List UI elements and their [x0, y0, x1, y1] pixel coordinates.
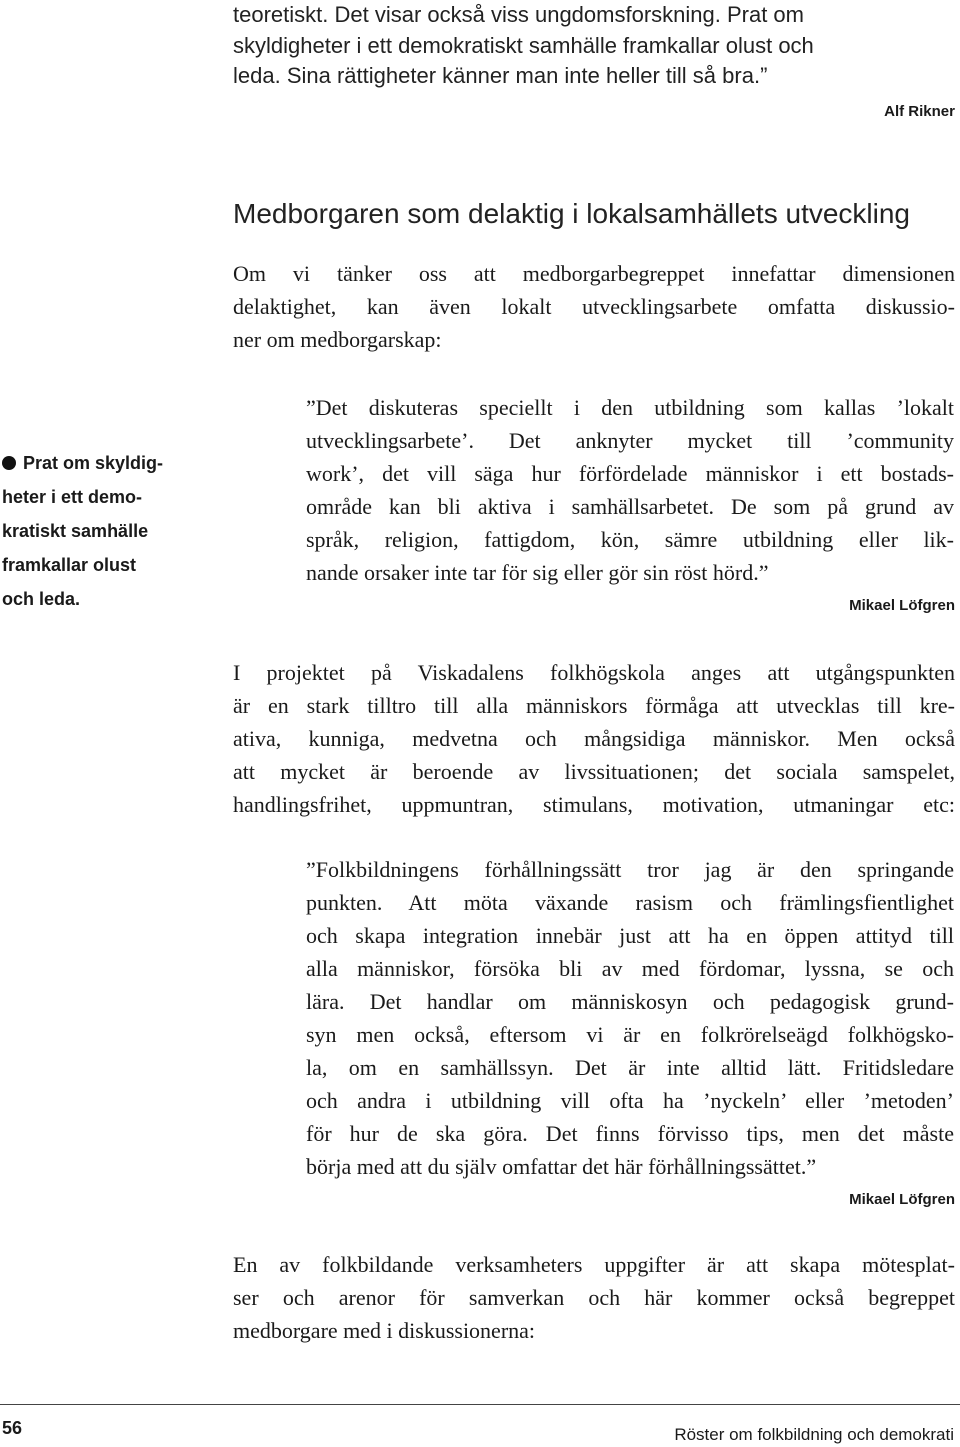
running-title: Röster om folkbildning och demokrati: [674, 1425, 954, 1444]
text-line: ”Folkbildningens förhållningssätt tror jag är den springande: [306, 857, 954, 882]
text-line: är en stark tilltro till alla människors förmåga att utvecklas till kre-: [233, 693, 955, 718]
text-line: utvecklingsarbete’. Det anknyter mycket till ’community: [306, 428, 954, 453]
block-quote-2: [306, 853, 954, 1183]
intro-paragraph: [233, 257, 955, 356]
text-line: börja med att du själv omfattar det här förhållningssättet.”: [306, 1154, 817, 1179]
text-line: kratiskt samhälle: [2, 521, 149, 541]
text-line: område kan bli aktiva i samhällsarbetet. De som på grund av: [306, 494, 954, 519]
text-line: leda. Sina rättigheter känner man inte heller till så bra.”: [233, 63, 768, 88]
page-number: 56: [2, 1418, 23, 1438]
text-line: nande orsaker inte tar för sig eller gör sin röst hörd.”: [306, 560, 769, 585]
bullet-icon: [2, 456, 16, 470]
text-line: Om vi tänker oss att medborgarbegreppet innefattar dimensionen: [233, 261, 955, 286]
text-line: handlingsfrihet, uppmuntran, stimulans, motivation, utmaningar etc:: [233, 792, 955, 817]
body-paragraph-2: [233, 656, 955, 821]
text-line: och skapa integration innebär just att ha en öppen attityd till: [306, 923, 954, 948]
text-line: ”Det diskuteras speciellt i den utbildning som kallas ’lokalt: [306, 395, 954, 420]
text-line: språk, religion, fattigdom, kön, sämre utbildning eller lik-: [306, 527, 954, 552]
quote-attribution: Mikael Löfgren: [849, 597, 955, 614]
quote-attribution: Alf Rikner: [884, 103, 955, 120]
text-line: alla människor, försöka bli av med fördomar, lyssna, se och: [306, 956, 954, 981]
text-line: att mycket är beroende av livssituationen; det sociala samspelet,: [233, 759, 955, 784]
text-line: för hur de ska göra. Det finns förvisso tips, men det måste: [306, 1121, 954, 1146]
text-line: punkten. Att möta växande rasism och främlingsfientlighet: [306, 890, 954, 915]
text-line: och andra i utbildning vill ofta ha ’nyckeln’ eller ’metoden’: [306, 1088, 954, 1113]
text-line: medborgare med i diskussionerna:: [233, 1318, 536, 1343]
sidebar-pullquote: [2, 446, 184, 616]
text-line: och leda.: [2, 589, 81, 609]
body-paragraph-3: [233, 1248, 955, 1347]
section-heading: Medborgaren som delaktig i lokalsamhällets utveckling: [233, 198, 911, 229]
text-line: I projektet på Viskadalens folkhögskola anges att utgångspunkten: [233, 660, 955, 685]
text-line: heter i ett demo-: [2, 487, 143, 507]
text-line: ser och arenor för samverkan och här kommer också begreppet: [233, 1285, 955, 1310]
block-quote-1: [306, 391, 954, 589]
text-line: la, om en samhällssyn. Det är inte alltid lätt. Fritidsledare: [306, 1055, 954, 1080]
text-line: teoretiskt. Det visar också viss ungdomsforskning. Prat om: [233, 2, 804, 27]
text-line: lära. Det handlar om människosyn och pedagogisk grund-: [306, 989, 954, 1014]
text-line: skyldigheter i ett demokratiskt samhälle framkallar olust och: [233, 32, 814, 58]
quote-attribution: Mikael Löfgren: [849, 1191, 955, 1208]
text-line: En av folkbildande verksamheters uppgifter är att skapa mötesplat-: [233, 1252, 955, 1277]
text-line: framkallar olust: [2, 555, 137, 575]
text-line: ativa, kunniga, medvetna och mångsidiga människor. Men också: [233, 726, 955, 751]
text-line: syn men också, eftersom vi är en folkrörelseägd folkhögsko-: [306, 1022, 954, 1047]
top-quote: [233, 0, 955, 92]
footer-divider: [0, 1404, 960, 1405]
text-line: delaktighet, kan även lokalt utvecklingsarbete omfatta diskussio-: [233, 294, 955, 319]
text-line: work’, det vill säga hur förfördelade människor i ett bostads-: [306, 461, 954, 486]
text-line: ner om medborgarskap:: [233, 327, 442, 352]
text-line: Prat om skyldig-: [23, 453, 164, 473]
